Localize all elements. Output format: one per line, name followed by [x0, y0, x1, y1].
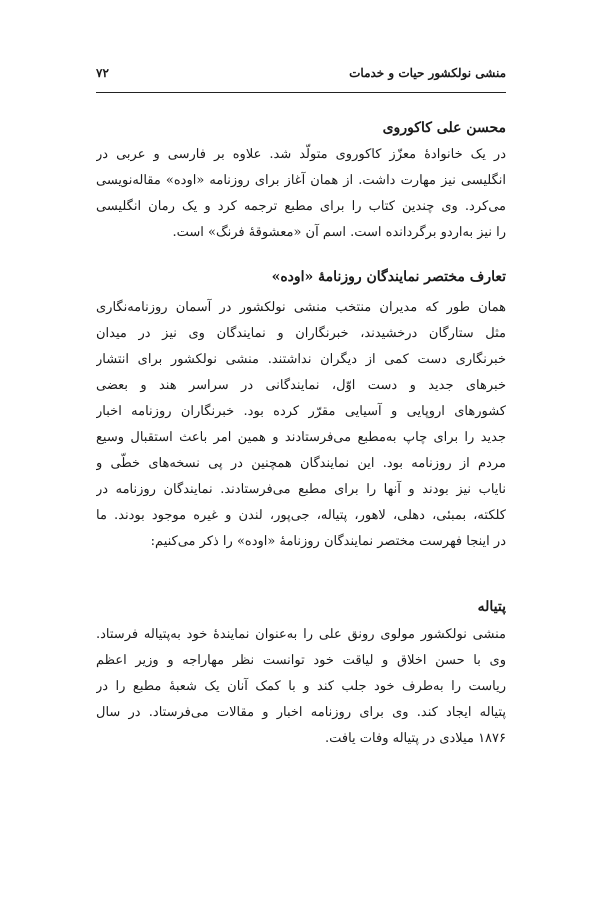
text-line: مردم از روزنامه بود. این نمایندگان همچنین در پی نسخه‌های خطّی و	[96, 456, 506, 471]
text-line: نایاب نیز بودند و آنها را برای مطبع می‌فرستادند. نمایندگان روزنامه در	[96, 482, 506, 497]
text-line: کلکته، بمبئی، دهلی، لاهور، پتیاله، جی‌پور، لندن و غیره موجود بودند. ما	[96, 508, 506, 523]
text-line: پتیاله ایجاد کند. وی برای روزنامه اخبار و مقالات می‌فرستاد. در سال	[96, 705, 506, 720]
text-line: ۱۸۷۶ میلادی در پتیاله وفات یافت.	[324, 731, 506, 746]
text-line: خبرنگاری دست کمی از دیگران نداشتند. منشی نولکشور برای انتشار	[96, 352, 506, 367]
section-paragraph-representatives	[96, 295, 506, 555]
text-line: خبرهای جدید و دست اوّل، نمایندگانی در سراسر هند و بعضی	[96, 378, 506, 393]
text-line: انگلیسی نیز مهارت داشت. از همان آغاز برای روزنامه «اوده» مقاله‌نویسی	[96, 173, 506, 188]
header-rule	[96, 92, 506, 93]
text-line: منشی نولکشور مولوی رونق علی را به‌عنوان نمایندۀ خود به‌پتیاله فرستاد.	[96, 627, 506, 642]
text-line: همان طور که مدیران منتخب منشی نولکشور در آسمان روزنامه‌نگاری	[96, 300, 506, 315]
section-heading-patiala: پتیاله	[477, 599, 506, 615]
section-paragraph-mohsen-ali	[96, 142, 506, 246]
page-number: ۷۲	[96, 66, 109, 80]
text-line: در اینجا فهرست مختصر نمایندگان روزنامۀ «اوده» را ذکر می‌کنیم:	[150, 534, 506, 549]
section-heading-mohsen-ali: محسن علی کاکوروی	[382, 120, 506, 136]
text-line: مثل ستارگان درخشیدند، خبرنگاران و نمایندگان وی نیز در میدان	[96, 326, 506, 341]
text-line: می‌کرد. وی چندین کتاب را برای مطبع ترجمه کرد و یک رمان انگلیسی	[96, 199, 506, 214]
running-title: منشی نولکشور حیات و خدمات	[349, 66, 506, 80]
book-page	[96, 0, 506, 899]
text-line: را نیز به‌اردو برگردانده است. اسم آن «معشوقۀ فرنگ» است.	[172, 225, 506, 240]
text-line: وی با حسن اخلاق و لیاقت خود توانست نظر مهاراجه و وزیر اعظم	[96, 653, 506, 668]
text-line: در یک خانوادۀ معزّز کاکوروی متولّد شد. علاوه بر فارسی و عربی در	[96, 147, 506, 162]
section-heading-representatives: تعارف مختصر نمایندگان روزنامۀ «اوده»	[271, 269, 506, 285]
running-header	[96, 66, 506, 88]
section-paragraph-patiala	[96, 622, 506, 752]
text-line: ریاست را به‌طرف خود جلب کند و با کمک آنان یک شعبۀ مطبع را در	[96, 679, 506, 694]
text-line: کشورهای اروپایی و آسیایی مقرّر کرده بود. خبرنگاران روزنامه اخبار	[96, 404, 506, 419]
text-line: جدید را برای چاپ به‌مطبع می‌فرستادند و همین امر باعث استقبال وسیع	[96, 430, 506, 445]
